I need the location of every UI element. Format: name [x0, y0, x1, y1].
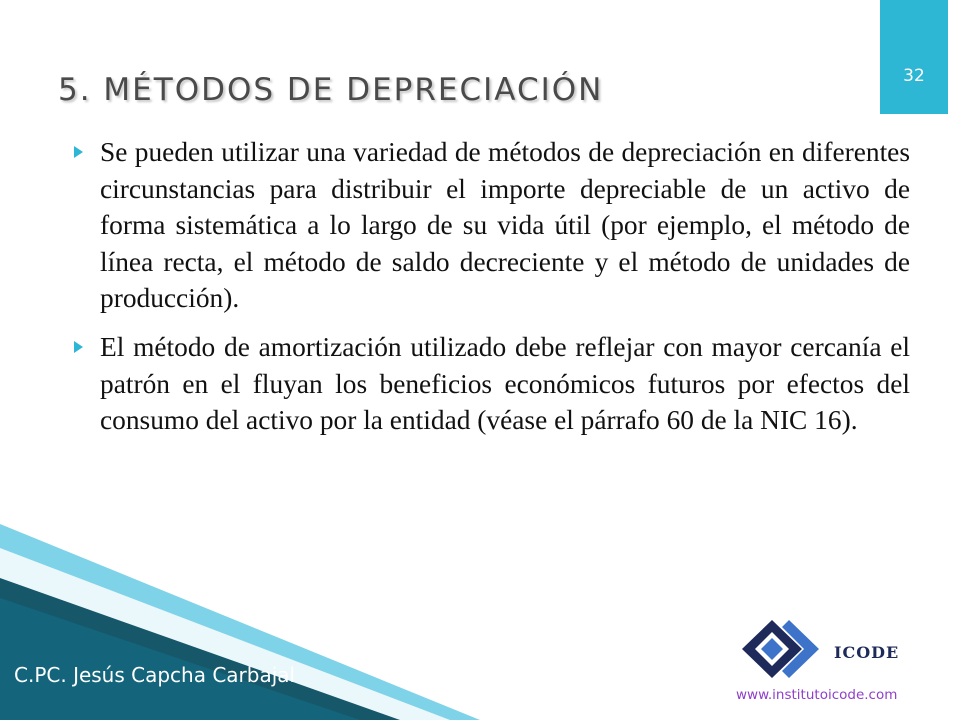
website-link[interactable]: www.institutoicode.com — [736, 687, 898, 703]
bullet-item — [74, 329, 910, 439]
slide-title: 5. MÉTODOS DE DEPRECIACIÓN — [58, 72, 604, 108]
bullet-item — [74, 134, 910, 317]
icode-logo — [742, 618, 942, 680]
bullet-text: El método de amortización utilizado debe reflejar con mayor cercanía el patrón en el fluyan los beneficios económicos futuros por efectos del consumo del activo por la entidad (véase el párrafo 60 de la NIC 16). — [100, 331, 910, 436]
triangle-right-icon — [74, 146, 83, 158]
author-name: C.PC. Jesús Capcha Carbajal — [14, 663, 296, 687]
bullet-list — [74, 134, 910, 439]
page-number-badge — [880, 0, 948, 114]
icode-logo-icon — [742, 618, 822, 680]
page-number: 32 — [903, 66, 925, 86]
logo-text: ICODE — [834, 643, 900, 662]
triangle-right-icon — [74, 341, 83, 353]
bullet-text: Se pueden utilizar una variedad de métodos de depreciación en diferentes circunstancias para distribuir el importe depreciable de un activo de forma sistemática a lo largo de su vida útil (por ejemplo, el método de línea recta, el método de saldo decreciente y el método de unidades de producción). — [100, 137, 910, 314]
